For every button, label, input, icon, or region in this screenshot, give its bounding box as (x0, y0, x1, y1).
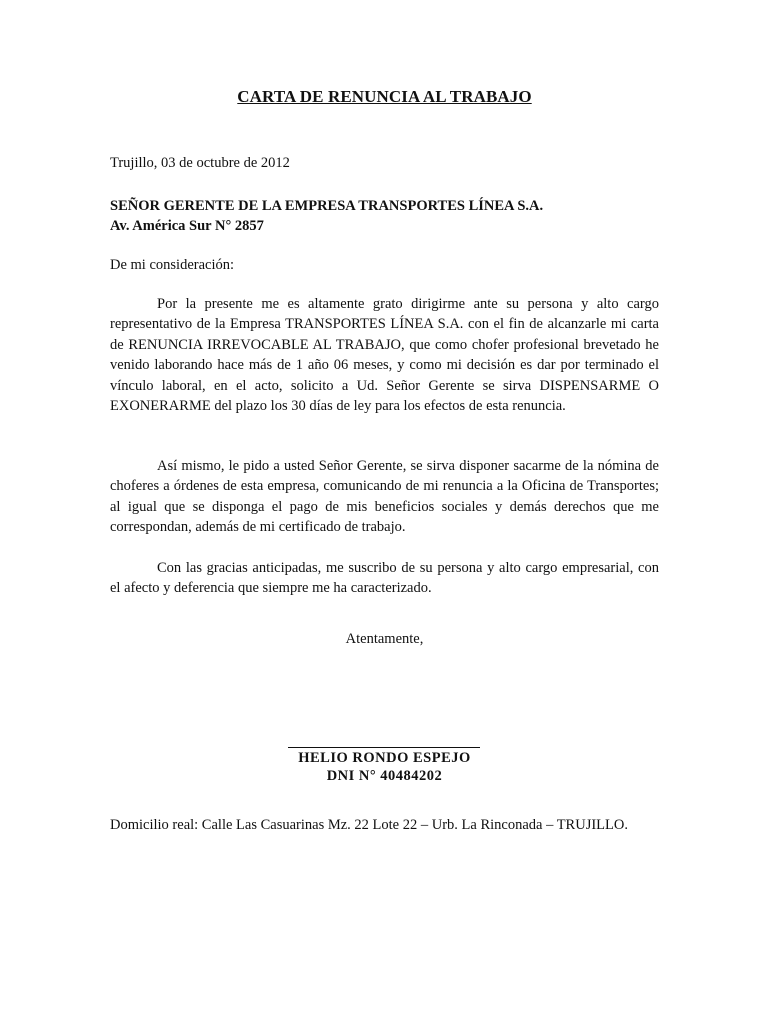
letter-page (110, 0, 659, 1024)
letter-title: CARTA DE RENUNCIA AL TRABAJO (237, 87, 532, 106)
signer-name: HELIO RONDO ESPEJO (298, 750, 471, 766)
home-address: Domicilio real: Calle Las Casuarinas Mz. 22 Lote 22 – Urb. La Rinconada – TRUJILLO. (110, 817, 628, 833)
closing: Atentamente, (345, 631, 424, 647)
signature-block (110, 749, 659, 785)
body-paragraph-2: Así mismo, le pido a usted Señor Gerente, se sirva disponer sacarme de la nómina de choferes a órdenes de esta empresa, comunicando de mi renuncia a la Oficina de Transportes; al igual que se disponga el pago de mis beneficios sociales y demás derechos que me correspondan, además de mi certificado de trabajo. (110, 458, 659, 536)
recipient-address: Av. América Sur N° 2857 (110, 218, 264, 234)
body-paragraph-1: Por la presente me es altamente grato dirigirme ante su persona y alto cargo representativo de la Empresa TRANSPORTES LÍNEA S.A. con el fin de alcanzarle mi carta de RENUNCIA IRREVOCABLE AL TRABAJO, que como chofer profesional brevetado he venido laborando hace más de 1 año 06 meses, y como mi decisión es dar por terminado el vínculo laboral, en el acto, solicito a Ud. Señor Gerente se sirva DISPENSARME O EXONERARME del plazo los 30 días de ley para los efectos de esta renuncia. (110, 296, 659, 415)
salutation: De mi consideración: (110, 257, 235, 273)
body-paragraph-3: Con las gracias anticipadas, me suscribo de su persona y alto cargo empresarial, con el afecto y deferencia que siempre me ha caracterizado. (110, 560, 659, 597)
letter-date: Trujillo, 03 de octubre de 2012 (110, 155, 290, 171)
recipient-block (110, 196, 543, 236)
signer-dni: DNI N° 40484202 (326, 768, 443, 784)
recipient-name: SEÑOR GERENTE DE LA EMPRESA TRANSPORTES LÍNEA S.A. (110, 198, 544, 214)
signature-line (288, 747, 480, 748)
